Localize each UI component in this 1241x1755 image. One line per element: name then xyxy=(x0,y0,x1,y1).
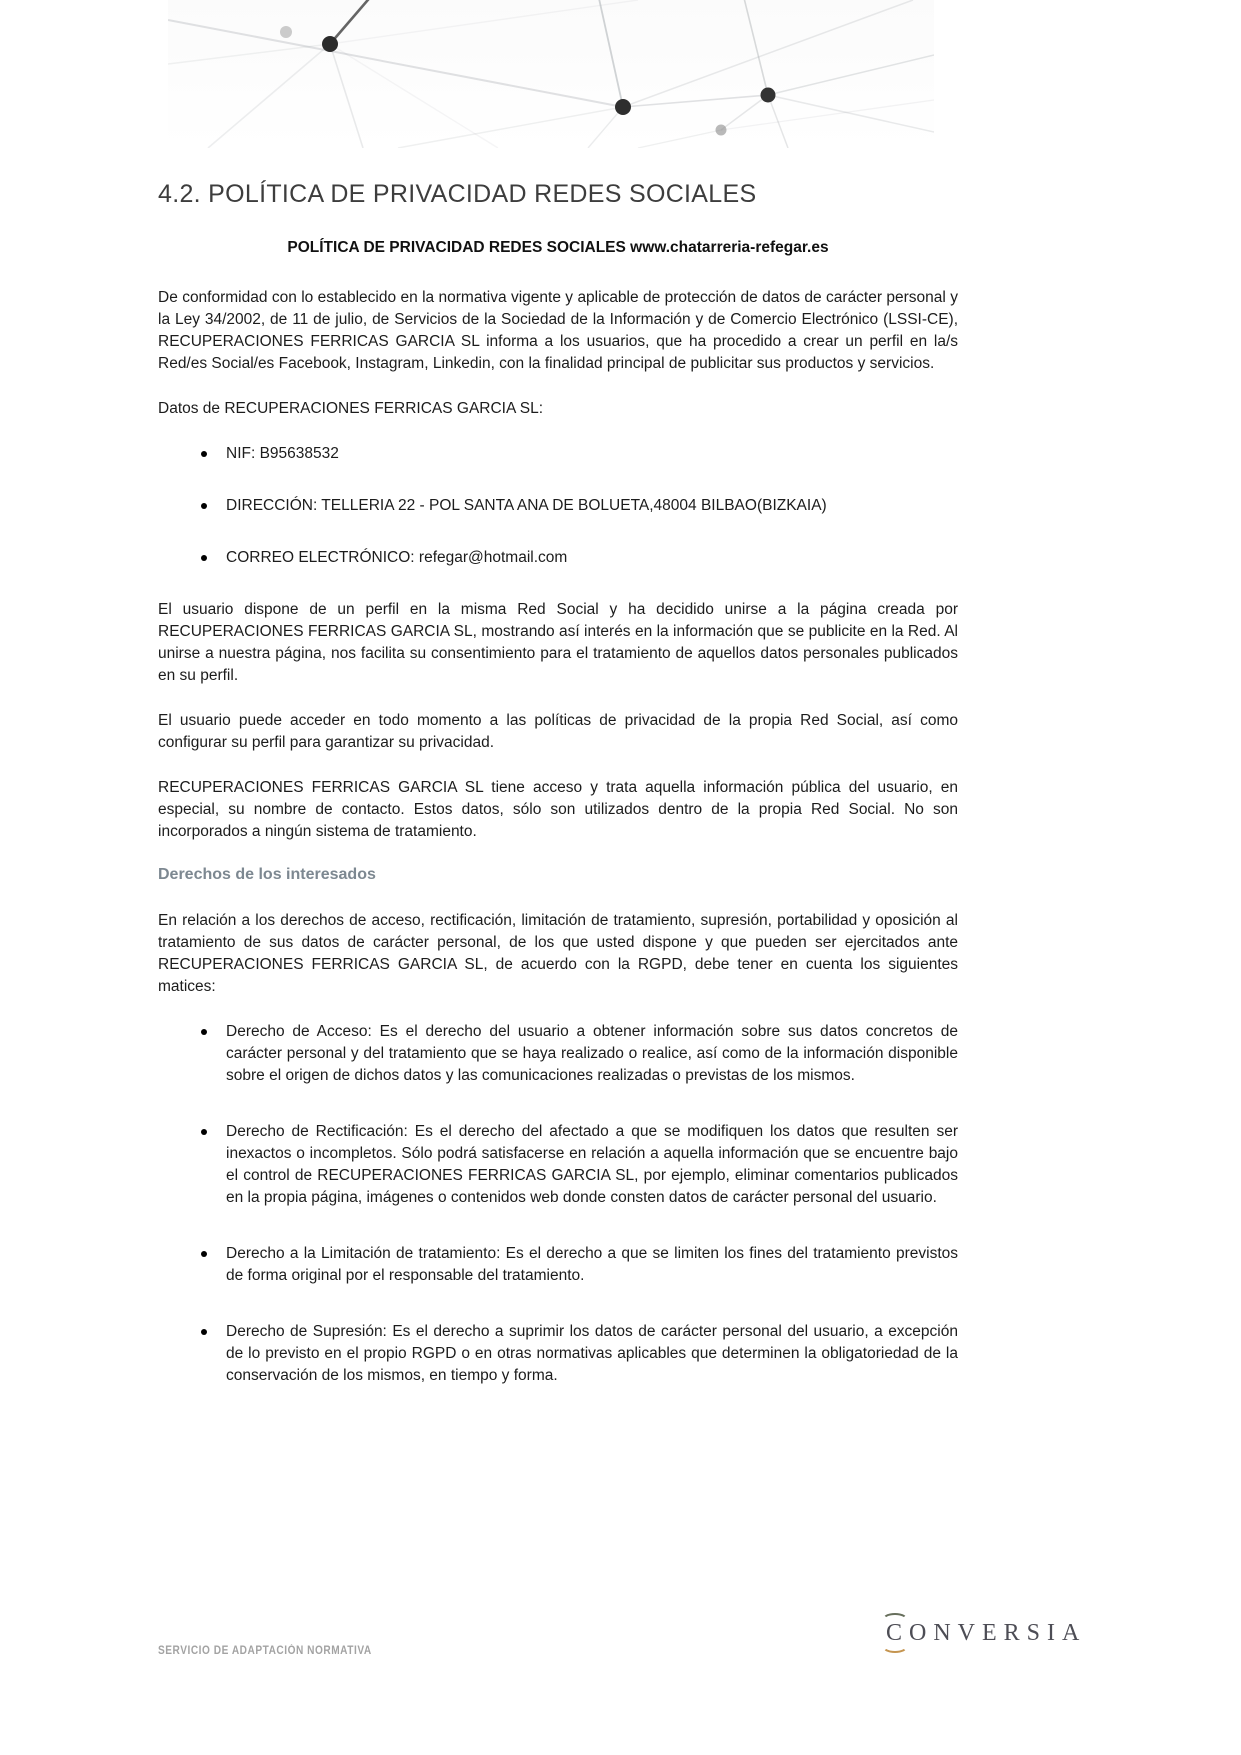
paragraph-public-info: RECUPERACIONES FERRICAS GARCIA SL tiene acceso y trata aquella información pública del usuario, en especial, su nombre de contacto. Estos datos, sólo son utilizados dentro de la propia Red Social. No son incorporados a ningún sistema de tratamiento. xyxy=(158,779,958,840)
list-item-correo xyxy=(158,547,958,569)
list-item-derecho-limitacion xyxy=(158,1243,958,1287)
document-content xyxy=(158,180,958,1421)
plexus-svg xyxy=(168,0,934,148)
bullet-text: NIF: B95638532 xyxy=(226,445,339,462)
page-title: 4.2. POLÍTICA DE PRIVACIDAD REDES SOCIALES xyxy=(158,180,757,208)
policy-subtitle: POLÍTICA DE PRIVACIDAD REDES SOCIALES www.chatarreria-refegar.es xyxy=(287,239,829,256)
rights-list xyxy=(158,1021,958,1387)
conversia-logo xyxy=(886,1620,1086,1647)
network-plexus-graphic xyxy=(168,0,934,148)
bullet-dot-icon xyxy=(201,555,207,561)
bullet-dot-icon xyxy=(201,1251,207,1257)
list-item-direccion xyxy=(158,495,958,517)
bullet-dot-icon xyxy=(201,1329,207,1335)
bullet-dot-icon xyxy=(201,451,207,457)
paragraph-access-privacy: El usuario puede acceder en todo momento a las políticas de privacidad de la propia Red Social, así como configurar su perfil para garantizar su privacidad. xyxy=(158,712,958,751)
bullet-dot-icon xyxy=(201,503,207,509)
rights-section-heading: Derechos de los interesados xyxy=(158,866,376,883)
company-data-label: Datos de RECUPERACIONES FERRICAS GARCIA SL: xyxy=(158,400,544,417)
paragraph-intro: De conformidad con lo establecido en la normativa vigente y aplicable de protección de datos de carácter personal y la Ley 34/2002, de 11 de julio, de Servicios de la Sociedad de la Información y de Comercio Electrónico (LSSI-CE), RECUPERACIONES FERRICAS GARCIA SL informa a los usuarios, que ha procedido a crear un perfil en la/s Red/es Social/es Facebook, Instagram, Linkedin, con la finalidad principal de publicitar sus productos y servicios. xyxy=(158,289,958,372)
footer-service-label: SERVICIO DE ADAPTACIÓN NORMATIVA xyxy=(158,1645,372,1657)
list-item-nif xyxy=(158,443,958,465)
bullet-dot-icon xyxy=(201,1129,207,1135)
list-item-derecho-rectificacion xyxy=(158,1121,958,1209)
bullet-text: Derecho de Acceso: Es el derecho del usuario a obtener información sobre sus datos concretos de carácter personal y del tratamiento que se haya realizado o realice, así como de la información disponible sobre el origen de dichos datos y las comunicaciones realizadas o previstas de los mismos. xyxy=(226,1023,958,1084)
conversia-logo-c: C xyxy=(886,1620,910,1646)
bullet-text: Derecho de Rectificación: Es el derecho del afectado a que se modifiquen los datos que resulten ser inexactos o incompletos. Sólo podrá satisfacerse en relación a aquella información que se encuentre bajo el control de RECUPERACIONES FERRICAS GARCIA SL, por ejemplo, eliminar comentarios publicados en la propia página, imágenes o contenidos web donde consten datos de carácter personal del usuario. xyxy=(226,1123,958,1206)
paragraph-profile: El usuario dispone de un perfil en la misma Red Social y ha decidido unirse a la página creada por RECUPERACIONES FERRICAS GARCIA SL, mostrando así interés en la información que se publicite en la Red. Al unirse a nuestra página, nos facilita su consentimiento para el tratamiento de aquellos datos personales publicados en su perfil. xyxy=(158,601,958,684)
rights-intro-paragraph: En relación a los derechos de acceso, rectificación, limitación de tratamiento, supresión, portabilidad y oposición al tratamiento de sus datos de carácter personal, de los que usted dispone y que pueden ser ejercitados ante RECUPERACIONES FERRICAS GARCIA SL, de acuerdo con la RGPD, debe tener en cuenta los siguientes matices: xyxy=(158,912,958,995)
bullet-text: Derecho de Supresión: Es el derecho a suprimir los datos de carácter personal del usuario, a excepción de lo previsto en el propio RGPD o en otras normativas aplicables que determinen la obligatoriedad de la conservación de los mismos, en tiempo y forma. xyxy=(226,1323,958,1384)
bullet-text: CORREO ELECTRÓNICO: refegar@hotmail.com xyxy=(226,549,568,566)
list-item-derecho-supresion xyxy=(158,1321,958,1387)
bullet-dot-icon xyxy=(201,1029,207,1035)
list-item-derecho-acceso xyxy=(158,1021,958,1087)
bullet-text: Derecho a la Limitación de tratamiento: Es el derecho a que se limiten los fines del tratamiento previstos de forma original por el responsable del tratamiento. xyxy=(226,1245,958,1284)
conversia-logo-rest: ONVERSIA xyxy=(909,1620,1087,1646)
company-data-list xyxy=(158,443,958,569)
bullet-text: DIRECCIÓN: TELLERIA 22 - POL SANTA ANA DE BOLUETA,48004 BILBAO(BIZKAIA) xyxy=(226,497,827,514)
